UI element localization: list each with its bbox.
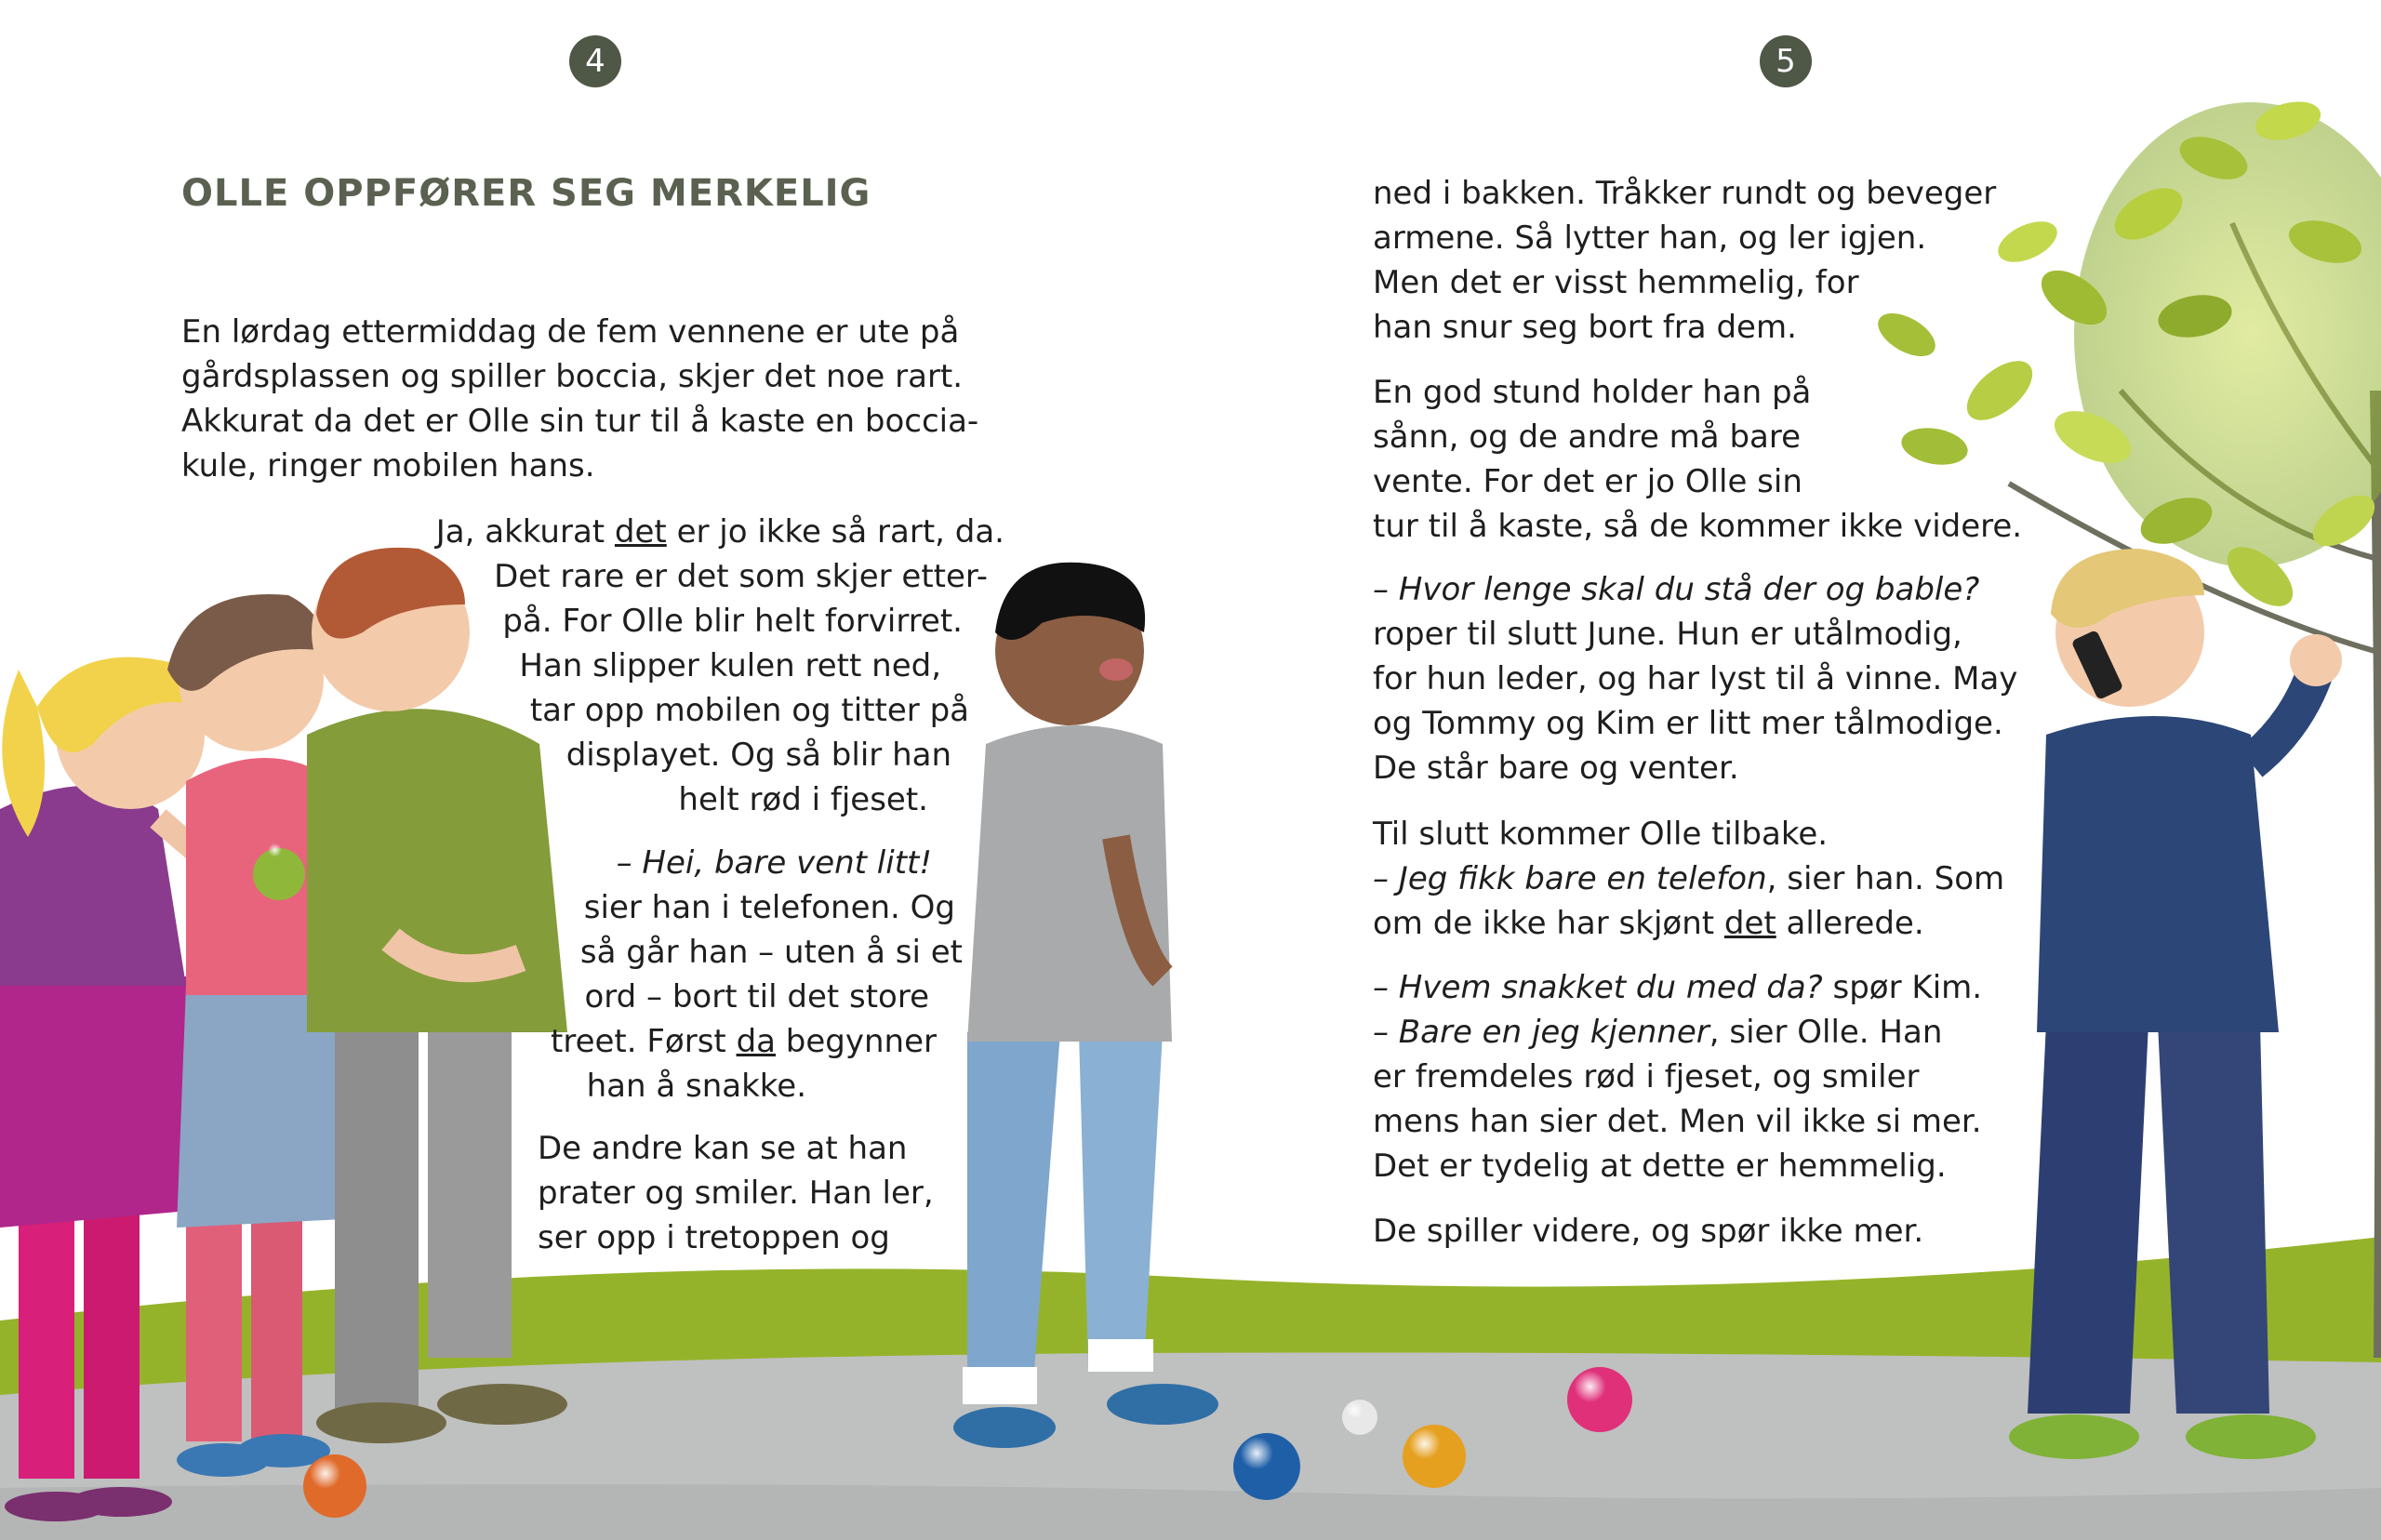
text-line: tur til å kaste, så de kommer ikke videre. xyxy=(1373,508,2023,545)
text-line: Til slutt kommer Olle tilbake. xyxy=(1373,816,1829,853)
text-line: han snur seg bort fra dem. xyxy=(1373,309,1797,346)
right-paragraph-6 xyxy=(1373,1209,1923,1254)
right-paragraph-5 xyxy=(1373,965,1982,1188)
text-segment: spør Kim. xyxy=(1822,969,1983,1006)
text-line: Han slipper kulen rett ned, xyxy=(519,647,941,684)
text-segment: allerede. xyxy=(1776,905,1924,942)
text-line: Det er tydelig at dette er hemmelig. xyxy=(1373,1148,1947,1185)
right-paragraph-1 xyxy=(1373,171,1996,350)
text-line: displayet. Og så blir han xyxy=(565,737,951,774)
text-line xyxy=(436,510,1004,554)
text-line: De andre kan se at han xyxy=(538,1130,908,1167)
quote: – Hei, bare vent litt! xyxy=(616,844,932,882)
chapter-title: OLLE OPPFØRER SEG MERKELIG xyxy=(181,172,871,215)
text-segment: om de ikke har skjønt xyxy=(1373,905,1724,942)
text-line xyxy=(551,841,932,885)
page-number-right: 5 xyxy=(1760,35,1812,87)
text-line: tar opp mobilen og titter på xyxy=(529,692,969,729)
text-line: roper til slutt June. Hun er utålmodig, xyxy=(1373,616,1962,653)
text-line: ser opp i tretoppen og xyxy=(538,1219,890,1256)
text-line: for hun leder, og har lyst til å vinne. May xyxy=(1373,660,2018,697)
left-paragraph-4 xyxy=(538,1126,934,1260)
text-line: mens han sier det. Men vil ikke si mer. xyxy=(1373,1103,1982,1140)
text-segment: treet. Først xyxy=(551,1023,737,1060)
text-line: Det rare er det som skjer etter- xyxy=(494,558,988,595)
text-segment: Ja, akkurat xyxy=(435,513,615,551)
text-segment: begynner xyxy=(775,1023,937,1060)
text-line: er fremdeles rød i fjeset, og smiler xyxy=(1373,1058,1920,1095)
text-segment: er jo ikke så rart, da. xyxy=(666,513,1004,551)
text-line: på. For Olle blir helt forvirret. xyxy=(502,603,963,640)
text-line xyxy=(1373,901,2004,946)
right-paragraph-3 xyxy=(1373,567,2017,790)
text-line: kule, ringer mobilen hans. xyxy=(181,447,595,485)
text-line: sier han i telefonen. Og xyxy=(583,889,955,926)
quote: – Hvor lenge skal du stå der og bable? xyxy=(1373,571,1980,608)
right-paragraph-2 xyxy=(1373,370,2022,549)
text-line: armene. Så lytter han, og ler igjen. xyxy=(1373,219,1927,257)
text-line: gårdsplassen og spiller boccia, skjer det noe rart. xyxy=(181,358,964,395)
text-line: En lørdag ettermiddag de fem vennene er ute på xyxy=(181,313,960,351)
text-line: og Tommy og Kim er litt mer tålmodige. xyxy=(1373,705,2003,742)
text-line: vente. For det er jo Olle sin xyxy=(1373,463,1802,500)
underlined-word: da xyxy=(736,1023,776,1060)
quote: – Bare en jeg kjenner xyxy=(1373,1014,1709,1051)
text-line: Men det er visst hemmelig, for xyxy=(1373,264,1859,301)
text-line xyxy=(1373,856,2004,901)
text-line xyxy=(551,1019,937,1064)
underlined-word: det xyxy=(1723,905,1776,942)
text-line: De står bare og venter. xyxy=(1373,750,1739,787)
text-line: prater og smiler. Han ler, xyxy=(538,1175,934,1212)
text-segment: , sier han. Som xyxy=(1766,860,2005,897)
left-paragraph-3 xyxy=(551,841,963,1109)
text-line xyxy=(1373,965,1982,1010)
text-line: Akkurat da det er Olle sin tur til å kaste en boccia- xyxy=(181,403,979,440)
left-paragraph-1 xyxy=(181,310,978,488)
right-paragraph-4 xyxy=(1373,812,2004,946)
text-line: så går han – uten å si et xyxy=(579,934,963,971)
page-number-left: 4 xyxy=(569,35,621,87)
text-line: En god stund holder han på xyxy=(1373,374,1812,411)
text-line xyxy=(1373,1010,1982,1055)
text-line: han å snakke. xyxy=(586,1068,806,1105)
text-segment: , sier Olle. Han xyxy=(1709,1014,1943,1051)
left-paragraph-2 xyxy=(436,510,1004,822)
text-line: sånn, og de andre må bare xyxy=(1373,418,1802,456)
text-line: helt rød i fjeset. xyxy=(678,781,928,818)
quote: – Hvem snakket du med da? xyxy=(1373,969,1823,1006)
text-line xyxy=(1373,567,2017,612)
underlined-word: det xyxy=(614,513,667,551)
text-line: ord – bort til det store xyxy=(584,978,929,1016)
quote: – Jeg fikk bare en telefon xyxy=(1373,860,1767,897)
text-line: ned i bakken. Tråkker rundt og beveger xyxy=(1373,175,1997,212)
text-line: De spiller videre, og spør ikke mer. xyxy=(1373,1213,1924,1250)
